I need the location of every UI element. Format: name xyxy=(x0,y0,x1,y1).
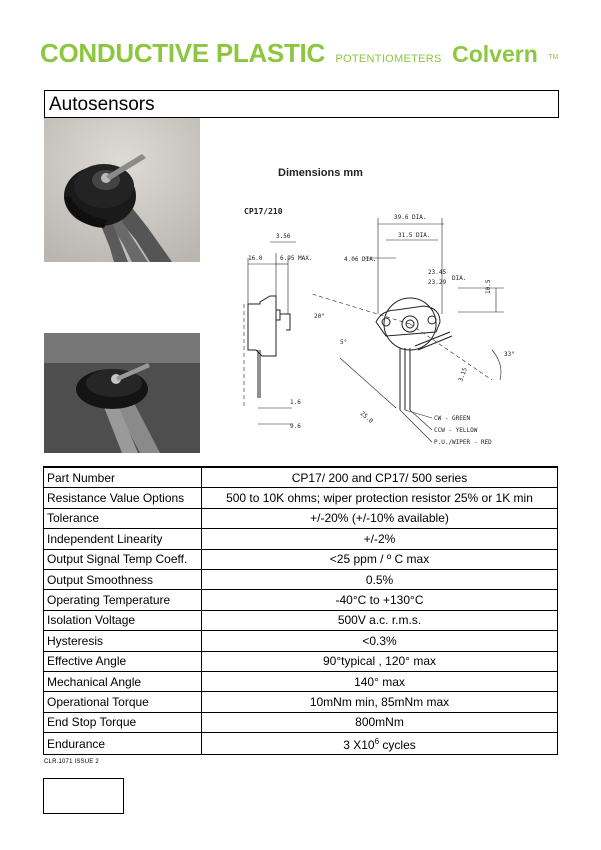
dim-16: 1.6 xyxy=(290,399,301,406)
dim-356: 3.56 xyxy=(276,233,291,240)
table-row xyxy=(44,529,558,549)
spec-value: <25 ppm / º C max xyxy=(202,549,558,569)
spec-label: Isolation Voltage xyxy=(44,610,202,630)
wire-wiper: P.U./WIPER - RED xyxy=(434,439,492,446)
spec-label: Endurance xyxy=(44,733,202,755)
header-subtitle: POTENTIOMETERS xyxy=(335,53,442,65)
dim-dia-inner: 31.5 DIA. xyxy=(398,232,431,239)
trademark: TM xyxy=(548,54,559,62)
spec-value: 0.5% xyxy=(202,569,558,589)
table-row xyxy=(44,569,558,589)
page-header xyxy=(40,38,558,69)
wire-ccw: CCW - YELLOW xyxy=(434,427,478,434)
dim-96: 9.6 xyxy=(290,423,301,430)
endurance-base: 3 X10 xyxy=(343,738,375,753)
dim-2345: 23.45 xyxy=(428,269,447,276)
table-row xyxy=(44,467,558,488)
endurance-exponent: 6 xyxy=(374,737,380,747)
spec-label: Independent Linearity xyxy=(44,529,202,549)
dim-250: 25.0 xyxy=(358,410,375,425)
product-photo-top xyxy=(44,118,200,262)
table-row xyxy=(44,651,558,671)
dim-315: 3.15 xyxy=(457,366,469,383)
dim-2329: 23.29 xyxy=(428,279,447,286)
spec-value: <0.3% xyxy=(202,631,558,651)
table-row xyxy=(44,590,558,610)
spec-label: Effective Angle xyxy=(44,651,202,671)
spec-label: Part Number xyxy=(44,467,202,488)
spec-table xyxy=(43,466,558,755)
spec-value: +/-2% xyxy=(202,529,558,549)
spec-label: Output Smoothness xyxy=(44,569,202,589)
dim-105: 10.5 xyxy=(485,279,492,294)
spec-label: Resistance Value Options xyxy=(44,488,202,508)
table-row xyxy=(44,508,558,528)
angle-5: 5° xyxy=(340,339,348,346)
dim-dia-short: DIA. xyxy=(452,275,467,282)
spec-value: -40°C to +130°C xyxy=(202,590,558,610)
section-title-box xyxy=(44,90,559,118)
section-title: Autosensors xyxy=(49,94,155,115)
table-row xyxy=(44,733,558,755)
product-photo-bottom xyxy=(44,333,200,453)
angle-33: 33° xyxy=(504,351,515,358)
drawing-title: Dimensions mm xyxy=(278,167,363,179)
document-code: CLR.1071 ISSUE 2 xyxy=(44,759,99,765)
dim-160: 16.0 xyxy=(248,255,263,262)
spec-value: CP17/ 200 and CP17/ 500 series xyxy=(202,467,558,488)
spec-label: Tolerance xyxy=(44,508,202,528)
spec-value: 90°typical , 120° max xyxy=(202,651,558,671)
drawing-model: CP17/210 xyxy=(244,207,283,216)
wire-cw: CW - GREEN xyxy=(434,415,471,422)
spec-label: Mechanical Angle xyxy=(44,671,202,691)
spec-value: 800mNm xyxy=(202,712,558,732)
dim-dia-outer: 39.6 DIA. xyxy=(394,214,427,221)
dim-406: 4.06 DIA. xyxy=(344,256,377,263)
angle-20: 20° xyxy=(314,313,325,320)
spec-value xyxy=(202,733,558,755)
table-row xyxy=(44,692,558,712)
table-row xyxy=(44,610,558,630)
spec-label: Operating Temperature xyxy=(44,590,202,610)
spec-label: Hysteresis xyxy=(44,631,202,651)
spec-value: 500 to 10K ohms; wiper protection resistor 25% or 1K min xyxy=(202,488,558,508)
table-row xyxy=(44,631,558,651)
spec-value: 10mNm min, 85mNm max xyxy=(202,692,558,712)
endurance-unit: cycles xyxy=(379,738,416,753)
footer-box xyxy=(43,778,124,814)
header-title: CONDUCTIVE PLASTIC xyxy=(40,38,325,68)
spec-value: +/-20% (+/-10% available) xyxy=(202,508,558,528)
spec-value: 140° max xyxy=(202,671,558,691)
table-row xyxy=(44,671,558,691)
table-row xyxy=(44,549,558,569)
spec-label: Operational Torque xyxy=(44,692,202,712)
brand-name: Colvern xyxy=(452,41,538,67)
dimension-drawing xyxy=(200,118,559,454)
table-row xyxy=(44,488,558,508)
spec-label: Output Signal Temp Coeff. xyxy=(44,549,202,569)
spec-label: End Stop Torque xyxy=(44,712,202,732)
dim-695: 6.95 MAX. xyxy=(280,255,313,262)
table-row xyxy=(44,712,558,732)
spec-value: 500V a.c. r.m.s. xyxy=(202,610,558,630)
